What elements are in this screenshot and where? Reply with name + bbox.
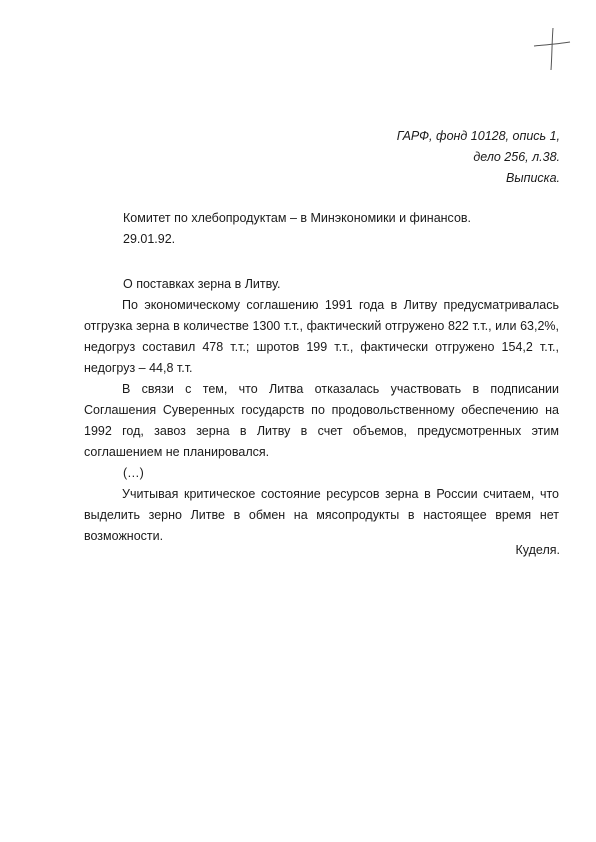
paragraph-3: Учитывая критическое состояние ресурсов зерна в России считаем, что выделить зерно Литве в обмен на мясопродукты в настоящее время нет возможности. — [84, 487, 559, 543]
omission-mark: (…) — [123, 466, 144, 480]
signature: Куделя. — [515, 543, 560, 557]
paragraph-1: По экономическому соглашению 1991 года в Литву предусматривалась отгрузка зерна в количестве 1300 т.т., фактический отгружено 822 т.т., или 63,2%, недогруз составил 478 т.т.; шротов 199 т.т., фактически отгружено 154,2 т.т., недогруз – 44,8 т.т. — [84, 298, 559, 375]
letter-subject: О поставках зерна в Литву. — [123, 277, 281, 291]
letter-date: 29.01.92. — [123, 232, 176, 246]
archive-ref-line-3: Выписка. — [506, 171, 560, 185]
handwritten-cross-mark-icon — [532, 26, 572, 72]
archive-ref-line-2: дело 256, л.38. — [473, 150, 560, 164]
letter-header — [123, 208, 471, 250]
letter-body — [84, 274, 559, 547]
sender-line: Комитет по хлебопродуктам – в Минэкономики и финансов. — [123, 211, 472, 225]
archive-reference — [397, 126, 560, 189]
archive-ref-line-1: ГАРФ, фонд 10128, опись 1, — [396, 129, 560, 143]
paragraph-2: В связи с тем, что Литва отказалась участвовать в подписании Соглашения Суверенных государств по продовольственному обеспечению на 1992 год, завоз зерна в Литву в счет объемов, предусмотренных этим соглашением не планировался. — [84, 382, 559, 459]
